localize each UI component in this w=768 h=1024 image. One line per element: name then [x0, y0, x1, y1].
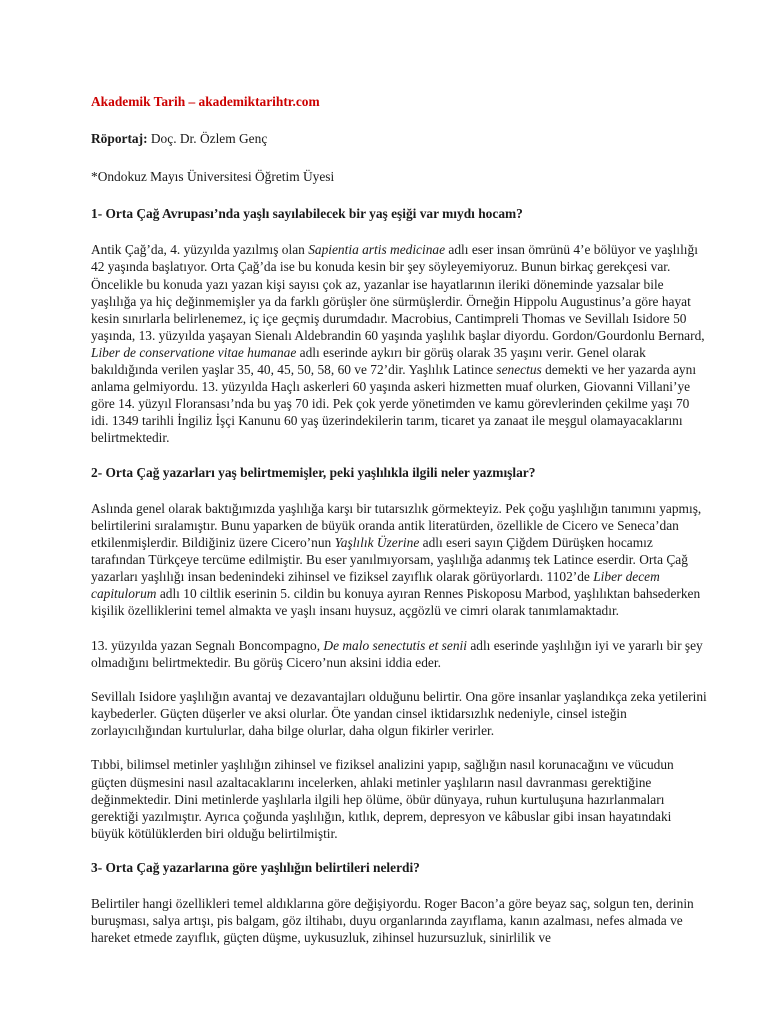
- question-1: 1- Orta Çağ Avrupası’nda yaşlı sayılabilecek bir yaş eşiği var mıydı hocam?: [91, 206, 523, 222]
- text-run: adlı eserinde yaşlılığın iyi ve yararlı bir şey olmadığını belirtmektedir. Bu görüş Cicero’nun aksini iddia eder.: [91, 637, 703, 670]
- answer-3-paragraph: Belirtiler hangi özellikleri temel aldıklarına göre değişiyordu. Roger Bacon’a göre beyaz saç, solgun ten, derinin buruşması, salya artışı, pis balgam, göz iltihabı, duyu organlarında zayıflama, kanın azalması, nefes almada ve hareket etmede zayıflık, güçten düşme, uykusuzluk, zihinsel huzursuzluk, sinirlilik ve: [91, 896, 694, 946]
- italic-term: senectus: [496, 362, 542, 378]
- question-2: 2- Orta Çağ yazarları yaş belirtmemişler, peki yaşlılıkla ilgili neler yazmışlar?: [91, 464, 536, 480]
- text-run: demekti ve her yazarda aynı anlama gelmiyordu. 13. yüzyılda Haçlı askerleri 60 yaşında askeri hizmetten muaf olurken, Giovanni Villani’ye göre 14. yüzyıl Floransası’nda bu yaş 70 idi. Pek çok yerde yönetimden ve kamu görevlerinden çekilme yaşı 70 idi. 1349 tarihli İngiliz İşçi Kanunu 60 yaş üzerindekilerin tarım, ticaret ya zanaat ile meşgul olamayacaklarını belirtmektedir.: [91, 362, 697, 446]
- affiliation: *Ondokuz Mayıs Üniversitesi Öğretim Üyesi: [91, 169, 335, 185]
- text-run: Aslında genel olarak baktığımızda yaşlılığa karşı bir tutarsızlık görmekteyiz. Pek çoğu yaşlılığın tanımını yapmış, belirtilerini sıralamıştır. Bunu yaparken de büyük oranda antik literatürden, özellikle de Cicero ve Seneca’dan etkilenmişlerdir. Bildiğiniz üzere Cicero’nun: [91, 500, 702, 550]
- site-title: Akademik Tarih – akademiktarihtr.com: [91, 94, 320, 109]
- text-run: adlı 10 ciltlik eserinin 5. cildin bu konuya ayıran Rennes Piskoposu Marbod, yaşlılıktan bahsederken kişilik özelliklerini temel almakta ve yaşlı insanı huysuz, açgözlü ve cimri olarak tanımlamaktadır.: [91, 586, 701, 619]
- italic-title: Yaşlılık Üzerine: [334, 534, 420, 550]
- text-run: adlı eseri sayın Çiğdem Dürüşken hocamız tarafından Türkçeye tercüme edilmiştir. Bu eser yanılmıyorsam, yaşlılığa adanmış tek Latince eserdir. Orta Çağ yazarları yaşlılığı insan bedenindeki zihinsel ve fiziksel zayıflık olarak görüyorlardı. 1102’de: [91, 534, 688, 585]
- answer-1-paragraph: [91, 241, 708, 446]
- text-run: Antik Çağ’da, 4. yüzyılda yazılmış olan: [91, 242, 309, 258]
- question-3: 3- Orta Çağ yazarlarına göre yaşlılığın belirtileri nelerdi?: [91, 860, 420, 876]
- text-run: adlı eser insan ömrünü 4’e bölüyor ve yaşlılığı 42 yaşında başlatıyor. Orta Çağ’da ise bu konuda kesin bir şey söyleyemiyoruz. Bunun birkaç gerekçesi var. Öncelikle bu konuda yazı yazan kişi sayısı çok az, yazanlar ise hayatlarının ileriki döneminde yazsalar bile yaşlılığa ya hiç değinmemişler ya da farklı görüşler öne sürmüşlerdir. Örneğin Hippolu Augustinus’a göre hayat kesin sınırlarla belirlenemez, iç içe geçmiş durumdadır. Macrobius, Cantimpreli Thomas ve Sevillalı Isidore 50 yaşında, 13. yüzyılda yaşayan Sienalı Aldebrandin 60 yaşında yaşlılık başlar diyordu. Gordon/Gourdonlu Bernard,: [91, 242, 705, 343]
- interview-person: Doç. Dr. Özlem Genç: [147, 131, 268, 147]
- italic-title: Sapientia artis medicinae: [308, 242, 446, 258]
- answer-2b-paragraph: [91, 637, 708, 671]
- italic-title: Liber de conservatione vitae humanae: [91, 344, 297, 360]
- italic-title: Liber decem capitulorum: [91, 569, 660, 602]
- italic-title: De malo senectutis et senii: [323, 637, 467, 653]
- text-run: 13. yüzyılda yazan Segnalı Boncompagno,: [91, 637, 324, 653]
- answer-2c-paragraph: Sevillalı Isidore yaşlılığın avantaj ve dezavantajları olduğunu belirtir. Ona göre insanlar yaşlandıkça zeka yetilerini kaybederler. Güçten düşerler ve aksi olurlar. Öte yandan cinsel iktidarsızlık nedeniyle, cinsel isteğin zorlayıcılığından kurtulurlar, daha bilge olurlar, daha olgun fikirler verirler.: [91, 689, 707, 739]
- text-run: adlı eserinde aykırı bir görüş olarak 35 yaşını verir. Genel olarak bakıldığında verilen yaşlar 35, 40, 45, 50, 58, 60 ve 72’dir. Yaşlılık Latince: [91, 344, 646, 378]
- answer-2-paragraph: [91, 500, 708, 620]
- interview-label: Röportaj:: [91, 131, 148, 147]
- answer-2d-paragraph: Tıbbi, bilimsel metinler yaşlılığın zihinsel ve fiziksel analizini yapıp, sağlığın nasıl korunacağını ve vücudun güçten düşmesini nasıl azaltacaklarını incelerken, ahlaki metinler yaşlıların nasıl davranması gerektiğine değinmektedir. Dini metinlerde yaşlılarla ilgili hep ölüme, öbür dünyaya, ruhun kurtuluşuna hazırlanmaları gerektiği yazılmıştır. Ayrıca çoğunda yaşlılığın, kıtlık, deprem, depresyon ve kâbuslar gibi insan hayatındaki büyük kötülüklerden biri olduğu belirtilmiştir.: [91, 757, 674, 841]
- interview-line: [91, 130, 708, 147]
